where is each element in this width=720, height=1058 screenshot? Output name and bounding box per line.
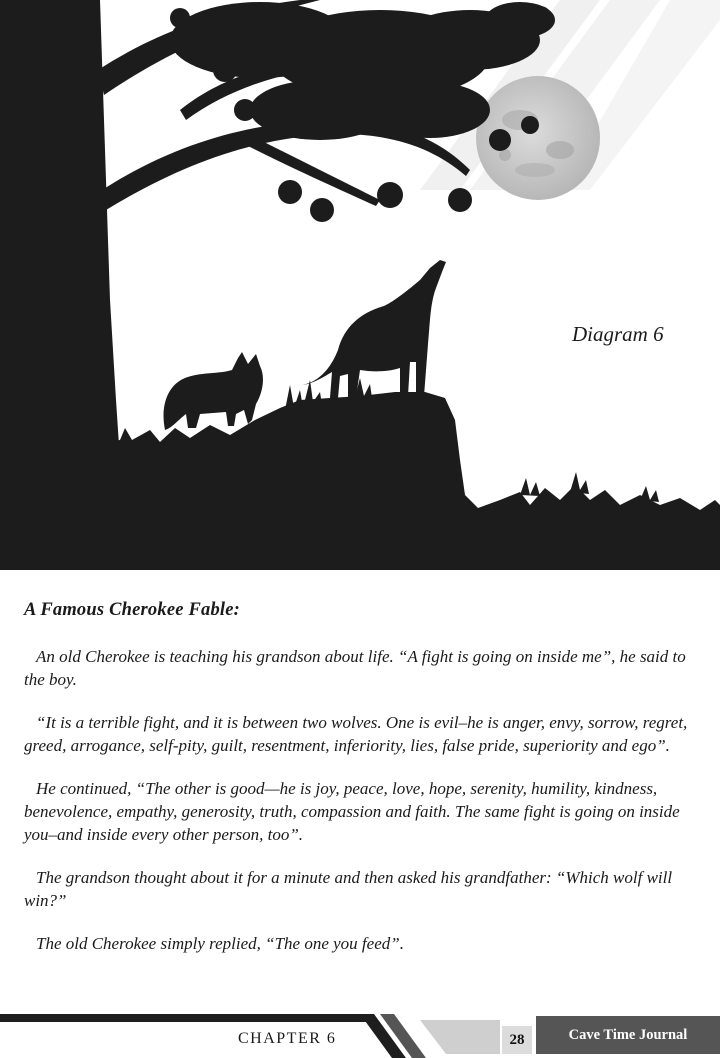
page-footer [0,1014,720,1058]
sitting-wolf [164,352,263,430]
footer-stripes [360,1014,500,1058]
paragraph: He continued, “The other is good—he is joy, peace, love, hope, serenity, humility, kindness, benevolence, empathy, generosity, truth, compassion and faith. The same fight is going on inside you–and inside every other person, too”. [24,779,680,844]
page-number: 28 [502,1026,532,1054]
tree-silhouette [0,0,555,470]
paragraph: “It is a terrible fight, and it is between two wolves. One is evil–he is anger, envy, sorrow, regret, greed, arrogance, self-pity, guilt, resentment, inferiority, lies, false pride, superiority and ego”. [24,713,688,755]
chapter-label: CHAPTER 6 [238,1030,337,1047]
journal-name: Cave Time Journal [536,1016,720,1054]
article-title: A Famous Cherokee Fable: [24,600,241,620]
howling-wolf [302,260,446,398]
diagram-label: Diagram 6 [572,322,664,346]
paragraph: An old Cherokee is teaching his grandson about life. “A fight is going on inside me”, he said to the boy. [24,647,686,689]
footer-bar [0,1014,370,1022]
paragraph: The old Cherokee simply replied, “The one you feed”. [36,934,404,953]
article [24,600,700,975]
paragraph: The grandson thought about it for a minute and then asked his grandfather: “Which wolf will win?” [24,868,673,910]
